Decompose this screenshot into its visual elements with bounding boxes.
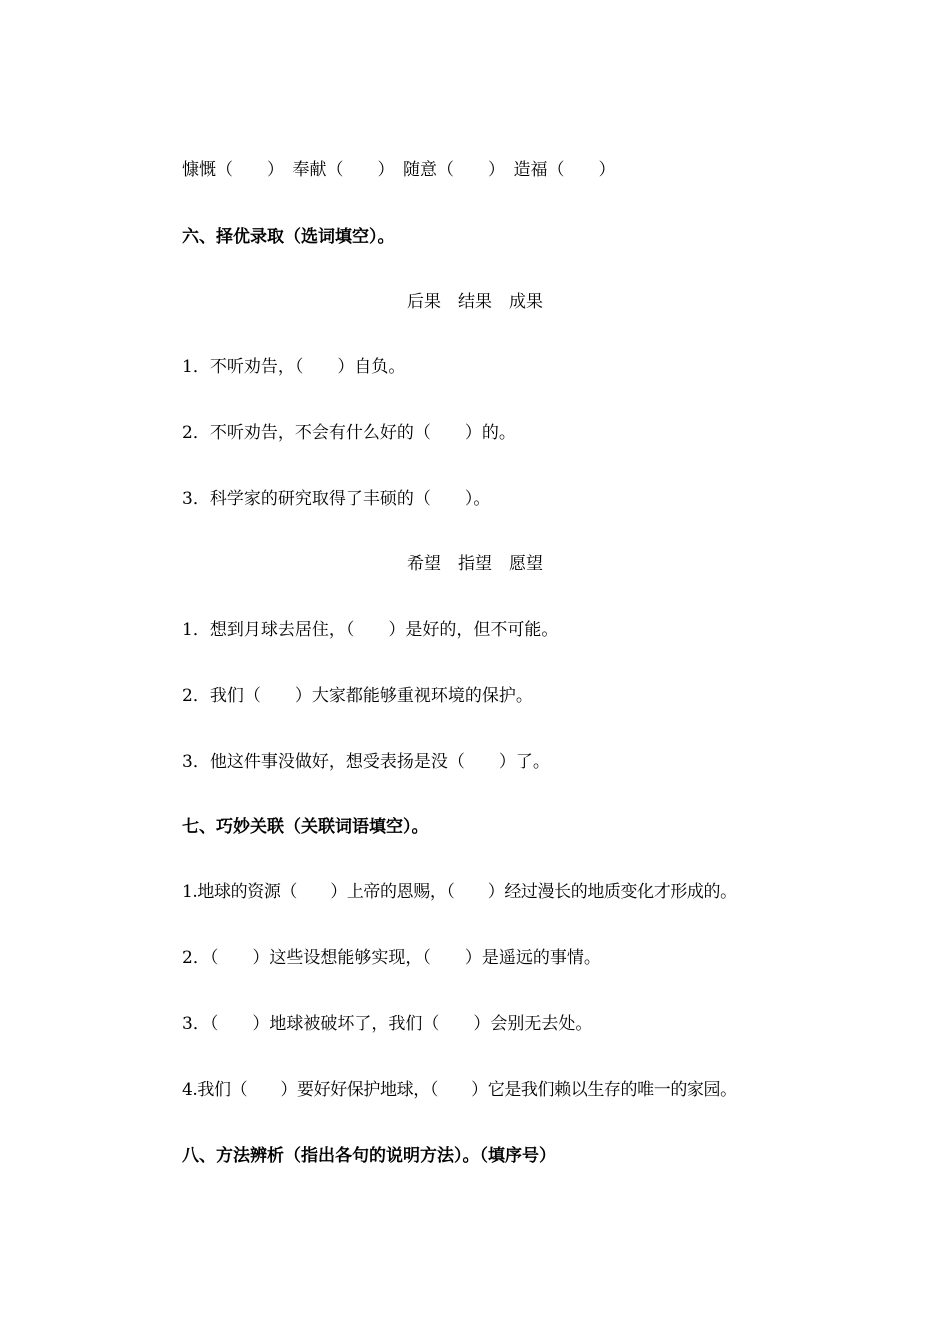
list-item: 3．他这件事没做好，想受表扬是没（ ）了。	[182, 752, 550, 772]
section-7-heading: 七、巧妙关联（关联词语填空）。	[182, 817, 429, 837]
list-item: 4.我们（ ）要好好保护地球，（ ）它是我们赖以生存的唯一的家园。	[182, 1080, 737, 1100]
list-item: 1．想到月球去居住，（ ）是好的，但不可能。	[182, 620, 559, 640]
list-item: 2．不听劝告，不会有什么好的（ ）的。	[182, 423, 516, 443]
word-blanks-line: 慷慨（ ） 奉献（ ） 随意（ ） 造福（ ）	[182, 160, 616, 180]
word-bank-1: 后果 结果 成果	[407, 292, 543, 312]
list-item: 2．（ ）这些设想能够实现，（ ）是遥远的事情。	[182, 948, 601, 968]
list-item: 1.地球的资源（ ）上帝的恩赐，（ ）经过漫长的地质变化才形成的。	[182, 882, 737, 902]
list-item: 1．不听劝告，（ ）自负。	[182, 357, 406, 377]
section-8-heading: 八、方法辨析（指出各句的说明方法）。（填序号）	[182, 1146, 556, 1166]
word-bank-2: 希望 指望 愿望	[407, 554, 543, 574]
list-item: 3．（ ）地球被破坏了，我们（ ）会别无去处。	[182, 1014, 593, 1034]
list-item: 2．我们（ ）大家都能够重视环境的保护。	[182, 686, 533, 706]
list-item: 3．科学家的研究取得了丰硕的（ ）。	[182, 489, 491, 509]
section-6-heading: 六、择优录取（选词填空）。	[182, 227, 395, 247]
